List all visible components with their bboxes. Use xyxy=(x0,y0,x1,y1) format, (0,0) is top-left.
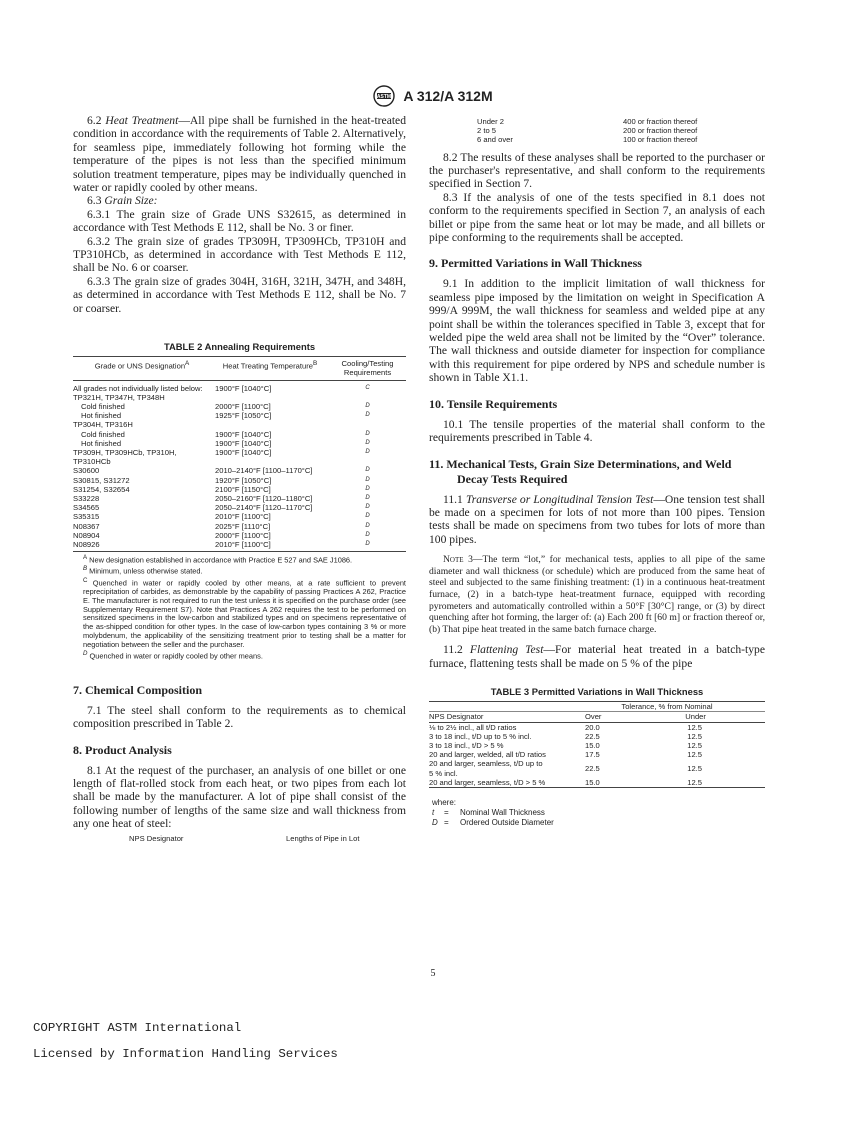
cooling-cell: D xyxy=(365,522,370,529)
table-row xyxy=(429,778,765,788)
over-cell: 20.0 xyxy=(585,722,600,732)
temperature-cell: 2010°F [1100°C] xyxy=(215,512,271,522)
table-row xyxy=(73,466,406,475)
table-row xyxy=(429,732,765,741)
table-row xyxy=(73,531,406,540)
section-11-heading: 11. Mechanical Tests, Grain Size Determinations, and Weld Decay Tests Required xyxy=(429,456,732,486)
temperature-cell: 1900°F [1040°C] xyxy=(215,383,272,393)
table-row xyxy=(429,741,765,750)
section-6-3-2: 6.3.2 The grain size of grades TP309H, TP309HCb, TP310H and TP310HCb, as determined in accordance with Test Methods E 112, shall be No. 6 or coarser. xyxy=(73,234,406,275)
table-row xyxy=(429,750,765,759)
over-cell: 15.0 xyxy=(569,778,625,788)
temperature-cell: 2050–2140°F [1120–1170°C] xyxy=(215,503,313,513)
footnote-a: $^A$ New designation established in accordance with Practice E 527 and SAE J1086. xyxy=(83,554,353,565)
table-row xyxy=(73,393,406,402)
section-8-3: 8.3 If the analysis of one of the tests specified in 8.1 does not conform to the requirements specified in Section 7, an analysis of each billet or pipe from the same heat or lot may be made, and all billets or pipe conforming to the requirements shall be accepted. xyxy=(429,190,765,245)
section-8-2: 8.2 The results of these analyses shall be reported to the purchaser or the purchaser's representative, and shall conform to the requirements specified in Section 7. xyxy=(429,150,765,191)
grade-cell: Cold finished xyxy=(81,429,125,439)
nps-designator-cell: 20 and larger, seamless, t/D up to 5 % incl. xyxy=(429,759,543,778)
temperature-cell: 2050–2160°F [1120–1180°C] xyxy=(215,493,313,503)
temperature-cell: 1920°F [1050°C] xyxy=(215,475,272,485)
temperature-cell: 1900°F [1040°C] xyxy=(215,429,272,439)
table-row xyxy=(73,476,406,485)
table-row xyxy=(73,411,406,420)
t3-col-under: Under xyxy=(625,712,765,722)
page-number: 5 xyxy=(430,968,436,979)
cooling-cell: D xyxy=(365,467,370,474)
cooling-cell: D xyxy=(365,412,370,419)
table-2-caption: TABLE 2 Annealing Requirements xyxy=(163,341,316,353)
cooling-cell: C xyxy=(365,384,370,391)
grade-cell: S30600 xyxy=(73,466,100,476)
over-cell: 22.5 xyxy=(585,731,600,741)
over-cell: 17.5 xyxy=(585,750,600,760)
grade-cell: TP309H, TP309HCb, TP310H, TP310HCb xyxy=(73,447,177,467)
table-3-wall-thickness xyxy=(429,701,765,788)
nps-designator-cell: 20 and larger, seamless, t/D > 5 % xyxy=(429,778,569,788)
lengths-cell: 200 or fraction thereof xyxy=(623,126,698,136)
under-cell: 12.5 xyxy=(687,763,703,773)
grade-cell: Hot finished xyxy=(81,411,122,421)
cooling-cell: D xyxy=(365,476,370,483)
license-line: Licensed by Information Handling Services xyxy=(33,1047,338,1061)
temperature-cell: 2025°F [1110°C] xyxy=(215,521,271,531)
grade-cell: All grades not individually listed below: xyxy=(73,383,203,393)
lengths-cell: 400 or fraction thereof xyxy=(623,117,698,126)
lot-col-nps: NPS Designator xyxy=(129,833,184,843)
section-11-1: 11.1 Transverse or Longitudinal Tension Test—One tension test shall be made on a specimen for lots of not more than 100 pipes. Tension tests shall be made on specimens from two tubes for lots of more than 100 pipes. xyxy=(429,492,765,546)
temperature-cell: 1900°F [1040°C] xyxy=(215,447,272,457)
lot-col-lengths: Lengths of Pipe in Lot xyxy=(286,833,360,843)
table-row xyxy=(429,135,765,144)
table-row xyxy=(73,494,406,503)
table-row xyxy=(73,485,406,494)
lengths-cell: 100 or fraction thereof xyxy=(623,135,698,145)
grade-cell: N08904 xyxy=(73,530,100,540)
cooling-cell: D xyxy=(365,531,370,538)
copyright-line: COPYRIGHT ASTM International xyxy=(33,1021,242,1035)
svg-text:ASTM: ASTM xyxy=(377,94,392,100)
left-column xyxy=(73,114,406,843)
grade-cell: Hot finished xyxy=(81,438,122,448)
cooling-cell xyxy=(329,393,406,402)
footnote-c: $^C$ Quenched in water or rapidly cooled by other means, at a rate sufficient to prevent reprecipitation of carbides, as demonstrable by the capability of passing Practices A 262, Practice E. The manufacturer is not required to run the test unless it is specified on the purchase order (see Supplementary Requirement S7). Note that Practices A 262 requires the test to be performed on sensitized specimens in the low-carbon and stabilized types and on specimens representative of the as-shipped condition for other types. In the case of low-carbon types containing 3 % or more molybdenum, the applicability of the sensitizing treatment prior to testing shall be a matter for negotiation between the seller and the purchaser. xyxy=(83,576,406,649)
section-11-2: 11.2 Flattening Test—For material heat treated in a batch-type furnace, flattening tests shall be made on 5 % of the pipe xyxy=(429,643,765,670)
grade-cell: S35315 xyxy=(73,512,100,522)
cooling-cell: D xyxy=(365,504,370,511)
page-header xyxy=(0,85,866,107)
grade-cell: S30815, S31272 xyxy=(73,475,130,485)
nps-designator-cell: 20 and larger, welded, all t/D ratios xyxy=(429,750,546,760)
section-9-1: 9.1 In addition to the implicit limitation of wall thickness for seamless pipe imposed by the limitation on weight in Specification A 999/A 999M, the wall thickness for seamless and welded pipe at any point shall be within the tolerances specified in Table 3, except that for welded pipe the weld area shall not be limited by the “Over” tolerance. The wall thickness and outside diameter for inspection for compliance with this requirement for pipe ordered by NPS and schedule number is shown in Table X1.1. xyxy=(429,277,765,385)
right-column xyxy=(429,117,765,828)
cooling-cell: D xyxy=(365,485,370,492)
table-row xyxy=(73,439,406,448)
table-row xyxy=(73,430,406,439)
table-2-footnotes xyxy=(73,554,406,661)
section-8-1: 8.1 At the request of the purchaser, an analysis of one billet or one length of flat-rolled stock from each heat, or two pipes from each lot shall be made by the manufacturer. A lot of pipe shall consist of the following number of lengths of the same size and wall thickness from any one heat of steel: xyxy=(73,763,406,831)
section-9-heading: 9. Permitted Variations in Wall Thickness xyxy=(429,256,642,271)
cooling-cell: D xyxy=(365,439,370,446)
grade-cell: TP304H, TP316H xyxy=(73,420,133,430)
grade-cell: N08926 xyxy=(73,540,211,552)
section-10-1: 10.1 The tensile properties of the material shall conform to the requirements prescribed in Table 4. xyxy=(429,417,765,445)
t3-col-over: Over xyxy=(569,712,625,722)
cooling-cell: D xyxy=(365,430,370,437)
nps-cell: 2 to 5 xyxy=(477,126,496,136)
over-cell: 22.5 xyxy=(585,763,600,773)
t2-col-grade: Grade or UNS Designation$^A$ xyxy=(73,357,211,380)
legend-d: D = Ordered Outside Diameter xyxy=(432,817,554,827)
table-row xyxy=(429,126,765,135)
temperature-cell: 2000°F [1100°C] xyxy=(215,530,271,540)
t3-col-nps: NPS Designator xyxy=(429,712,569,722)
document-title: A 312/A 312M xyxy=(403,88,493,104)
table-row xyxy=(73,420,406,429)
table-row xyxy=(73,540,406,552)
temperature-cell xyxy=(211,420,329,429)
astm-logo-icon xyxy=(373,85,395,107)
t2-col-temp: Heat Treating Temperature$^B$ xyxy=(211,357,329,380)
table-row xyxy=(73,380,406,393)
temperature-cell: 2010°F [1100°C] xyxy=(211,540,329,552)
temperature-cell: 2100°F [1150°C] xyxy=(215,484,271,494)
section-7-heading: 7. Chemical Composition xyxy=(73,682,202,697)
grade-cell: S34565 xyxy=(73,503,100,513)
table-row xyxy=(429,759,765,777)
temperature-cell: 2010–2140°F [1100–1170°C] xyxy=(215,466,313,476)
table-2-annealing xyxy=(73,356,406,552)
legend-where: where: xyxy=(432,797,457,807)
temperature-cell: 2000°F [1100°C] xyxy=(215,401,271,411)
cooling-cell: D xyxy=(365,494,370,501)
grade-cell: S31254, S32654 xyxy=(73,484,130,494)
temperature-cell xyxy=(211,393,329,402)
section-6-3-3: 6.3.3 The grain size of grades 304H, 316H, 321H, 347H, and 348H, as determined in accordance with Test Methods E 112, shall be No. 7 or coarser. xyxy=(73,274,406,315)
section-6-3-1: 6.3.1 The grain size of Grade UNS S32615, as determined in accordance with Test Methods E 112, shall be No. 3 or finer. xyxy=(73,207,406,235)
table-row xyxy=(429,722,765,732)
table-row xyxy=(73,522,406,531)
temperature-cell: 1925°F [1050°C] xyxy=(215,411,272,421)
section-6-3: 6.3 Grain Size: xyxy=(87,194,158,208)
table-row xyxy=(73,512,406,521)
section-7-1: 7.1 The steel shall conform to the requirements as to chemical composition prescribed in Table 2. xyxy=(73,703,406,731)
lot-table xyxy=(429,117,765,145)
section-6-2: 6.2 Heat Treatment—All pipe shall be furnished in the heat-treated condition in accordance with the requirements of Table 2. Alternatively, for seamless pipe, immediately following hot forming while the temperature of the pipes is not less than the specified minimum solution treatment temperature, pipes may be individually quenched in water or rapidly cooled by other means. xyxy=(73,114,407,195)
footnote-d: $^D$ Quenched in water or rapidly cooled by other means. xyxy=(83,649,263,660)
cooling-cell: D xyxy=(365,448,370,455)
section-8-heading: 8. Product Analysis xyxy=(73,742,172,757)
under-cell: 12.5 xyxy=(625,778,765,788)
legend-t: t = Nominal Wall Thickness xyxy=(432,807,545,817)
note-3: Note 3—The term “lot,” for mechanical tests, applies to all pipe of the same diameter and wall thickness (or schedule) which are produced from the same heat of steel and subjected to the same finishing treatment: (1) in a continuous heat-treatment furnace, (2) in a batch-type heat-treatment furnace, equipped with recording pyrometers and automatically controlled within a 50°F [30°C] range, or (3) by direct quenching after hot forming, the larger of: (a) Each 200 ft [60 m] or fraction thereof or, (b) That pipe heat treated in the same batch furnace charge. xyxy=(429,554,765,635)
table-row xyxy=(73,503,406,512)
nps-designator-cell: 3 to 18 incl., t/D up to 5 % incl. xyxy=(429,731,532,741)
grade-cell: TP321H, TP347H, TP348H xyxy=(73,392,165,402)
grade-cell: N08367 xyxy=(73,521,100,531)
table-row xyxy=(73,402,406,411)
t3-group-header: Tolerance, % from Nominal xyxy=(569,702,765,712)
section-10-heading: 10. Tensile Requirements xyxy=(429,396,558,411)
nps-cell: 6 and over xyxy=(477,135,513,145)
under-cell: 12.5 xyxy=(687,731,703,741)
over-cell: 15.0 xyxy=(585,740,600,750)
under-cell: 12.5 xyxy=(687,750,703,760)
cooling-cell: D xyxy=(365,513,370,520)
cooling-cell xyxy=(329,420,406,429)
table-3-caption: TABLE 3 Permitted Variations in Wall Thickness xyxy=(490,686,704,698)
table-3-legend xyxy=(429,798,765,828)
temperature-cell: 1900°F [1040°C] xyxy=(215,438,272,448)
nps-designator-cell: 3 to 18 incl., t/D > 5 % xyxy=(429,740,504,750)
nps-designator-cell: ⅛ to 2½ incl., all t/D ratios xyxy=(429,722,517,732)
grade-cell: Cold finished xyxy=(81,401,125,411)
cooling-cell: D xyxy=(365,402,370,409)
footnote-b: $^B$ Minimum, unless otherwise stated. xyxy=(83,565,203,576)
table-row xyxy=(429,117,765,126)
cooling-cell: D xyxy=(329,540,406,552)
table-row xyxy=(73,448,406,466)
lot-table-header xyxy=(73,834,406,843)
under-cell: 12.5 xyxy=(687,722,703,732)
under-cell: 12.5 xyxy=(687,740,703,750)
grade-cell: S33228 xyxy=(73,493,100,503)
t2-col-cooling: Cooling/Testing Requirements xyxy=(329,357,406,380)
nps-cell: Under 2 xyxy=(477,117,505,126)
